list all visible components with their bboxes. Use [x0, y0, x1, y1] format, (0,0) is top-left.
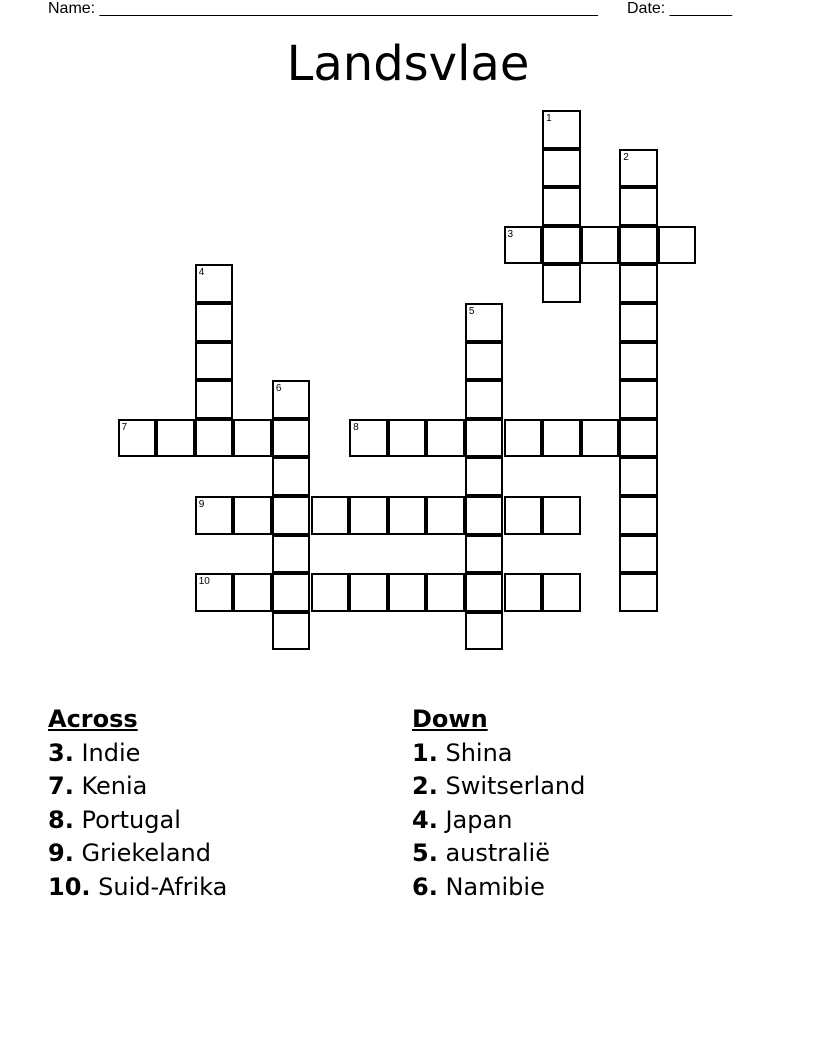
grid-cell[interactable] [195, 496, 234, 535]
grid-cell[interactable] [619, 342, 658, 381]
grid-cell[interactable] [388, 419, 427, 458]
grid-cell[interactable] [195, 342, 234, 381]
puzzle-title: Landsvlae [286, 36, 530, 92]
down-clue [412, 837, 585, 871]
grid-cell[interactable] [465, 380, 504, 419]
clue-number: 8. [48, 805, 74, 834]
grid-cell[interactable] [465, 573, 504, 612]
grid-cell[interactable] [542, 226, 581, 265]
clue-number: 10. [48, 872, 91, 901]
grid-cell[interactable] [504, 419, 543, 458]
grid-cell[interactable] [465, 612, 504, 651]
name-field-label: Name: ________________________________________________________ [48, 0, 598, 17]
clue-text: Shina [445, 738, 513, 767]
grid-cell[interactable] [542, 573, 581, 612]
grid-cell[interactable] [619, 264, 658, 303]
down-clues [412, 703, 585, 904]
grid-cell[interactable] [272, 612, 311, 651]
grid-cell[interactable] [619, 457, 658, 496]
grid-cell[interactable] [619, 380, 658, 419]
clue-number-label: 6 [275, 383, 282, 395]
grid-cell[interactable] [465, 496, 504, 535]
grid-cell[interactable] [619, 226, 658, 265]
grid-cell[interactable] [542, 264, 581, 303]
clue-number: 6. [412, 872, 438, 901]
grid-cell[interactable] [195, 419, 234, 458]
clue-number-label: 1 [546, 113, 552, 124]
across-heading: Across [48, 705, 138, 733]
grid-cell[interactable] [388, 496, 427, 535]
grid-cell[interactable] [542, 419, 581, 458]
grid-cell[interactable] [542, 496, 581, 535]
grid-cell[interactable] [619, 187, 658, 226]
date-field-label: Date: _______ [627, 0, 732, 17]
clue-number-label: 8 [353, 421, 359, 433]
across-clues [48, 703, 227, 904]
grid-cell[interactable] [542, 110, 581, 149]
grid-cell[interactable] [465, 457, 504, 496]
grid-cell[interactable] [426, 573, 465, 612]
grid-cell[interactable] [504, 573, 543, 612]
grid-cell[interactable] [311, 573, 350, 612]
clue-number-label: 7 [121, 421, 128, 433]
grid-cell[interactable] [619, 573, 658, 612]
down-clue [412, 804, 585, 838]
grid-cell[interactable] [619, 496, 658, 535]
clue-text: Griekeland [81, 839, 211, 867]
clue-text: Japan [445, 805, 513, 834]
grid-cell[interactable] [581, 419, 620, 458]
clue-number: 7. [48, 772, 74, 800]
grid-cell[interactable] [619, 149, 658, 188]
clue-number: 5. [412, 839, 438, 867]
grid-cell[interactable] [465, 303, 504, 342]
grid-cell[interactable] [465, 342, 504, 381]
grid-cell[interactable] [619, 303, 658, 342]
grid-cell[interactable] [349, 496, 388, 535]
clue-number: 1. [412, 738, 438, 767]
grid-cell[interactable] [233, 419, 272, 458]
grid-cell[interactable] [156, 419, 195, 458]
grid-cell[interactable] [542, 187, 581, 226]
grid-cell[interactable] [195, 573, 234, 612]
grid-cell[interactable] [542, 149, 581, 188]
grid-cell[interactable] [658, 226, 697, 265]
clue-number-label: 2 [623, 151, 629, 163]
grid-cell[interactable] [504, 226, 543, 265]
clue-number-label: 4 [198, 267, 205, 279]
grid-cell[interactable] [619, 535, 658, 574]
down-heading: Down [412, 705, 488, 733]
clue-number: 9. [48, 839, 74, 867]
grid-cell[interactable] [388, 573, 427, 612]
down-clue [412, 770, 585, 804]
grid-cell[interactable] [272, 380, 311, 419]
grid-cell[interactable] [272, 573, 311, 612]
across-clue [48, 804, 227, 838]
across-clue [48, 737, 227, 771]
grid-cell[interactable] [195, 380, 234, 419]
grid-cell[interactable] [311, 496, 350, 535]
clue-text: australië [445, 839, 550, 867]
grid-cell[interactable] [465, 535, 504, 574]
grid-cell[interactable] [349, 573, 388, 612]
grid-cell[interactable] [118, 419, 157, 458]
grid-cell[interactable] [272, 535, 311, 574]
clue-text: Kenia [81, 772, 148, 800]
down-clue [412, 737, 585, 771]
across-clue [48, 871, 227, 905]
clue-text: Portugal [81, 805, 181, 834]
grid-cell[interactable] [272, 496, 311, 535]
grid-cell[interactable] [426, 496, 465, 535]
grid-cell[interactable] [233, 496, 272, 535]
clue-text: Indie [81, 738, 141, 767]
grid-cell[interactable] [504, 496, 543, 535]
clue-number-label: 9 [198, 499, 205, 510]
grid-cell[interactable] [426, 419, 465, 458]
grid-cell[interactable] [619, 419, 658, 458]
clue-number-label: 3 [507, 228, 514, 240]
grid-cell[interactable] [465, 419, 504, 458]
clue-number: 2. [412, 772, 438, 800]
clue-text: Suid-Afrika [98, 872, 228, 901]
down-clue [412, 871, 585, 905]
grid-cell[interactable] [581, 226, 620, 265]
grid-cell[interactable] [233, 573, 272, 612]
grid-cell[interactable] [195, 303, 234, 342]
clue-number: 3. [48, 738, 74, 767]
clue-number-label: 5 [468, 306, 475, 317]
grid-cell[interactable] [349, 419, 388, 458]
clue-text: Switserland [445, 772, 586, 800]
grid-cell[interactable] [272, 457, 311, 496]
grid-cell[interactable] [195, 264, 234, 303]
clue-text: Namibie [445, 872, 545, 901]
clue-number: 4. [412, 805, 438, 834]
across-clue [48, 770, 227, 804]
across-clue [48, 837, 227, 871]
grid-cell[interactable] [272, 419, 311, 458]
clue-number-label: 10 [198, 576, 210, 588]
